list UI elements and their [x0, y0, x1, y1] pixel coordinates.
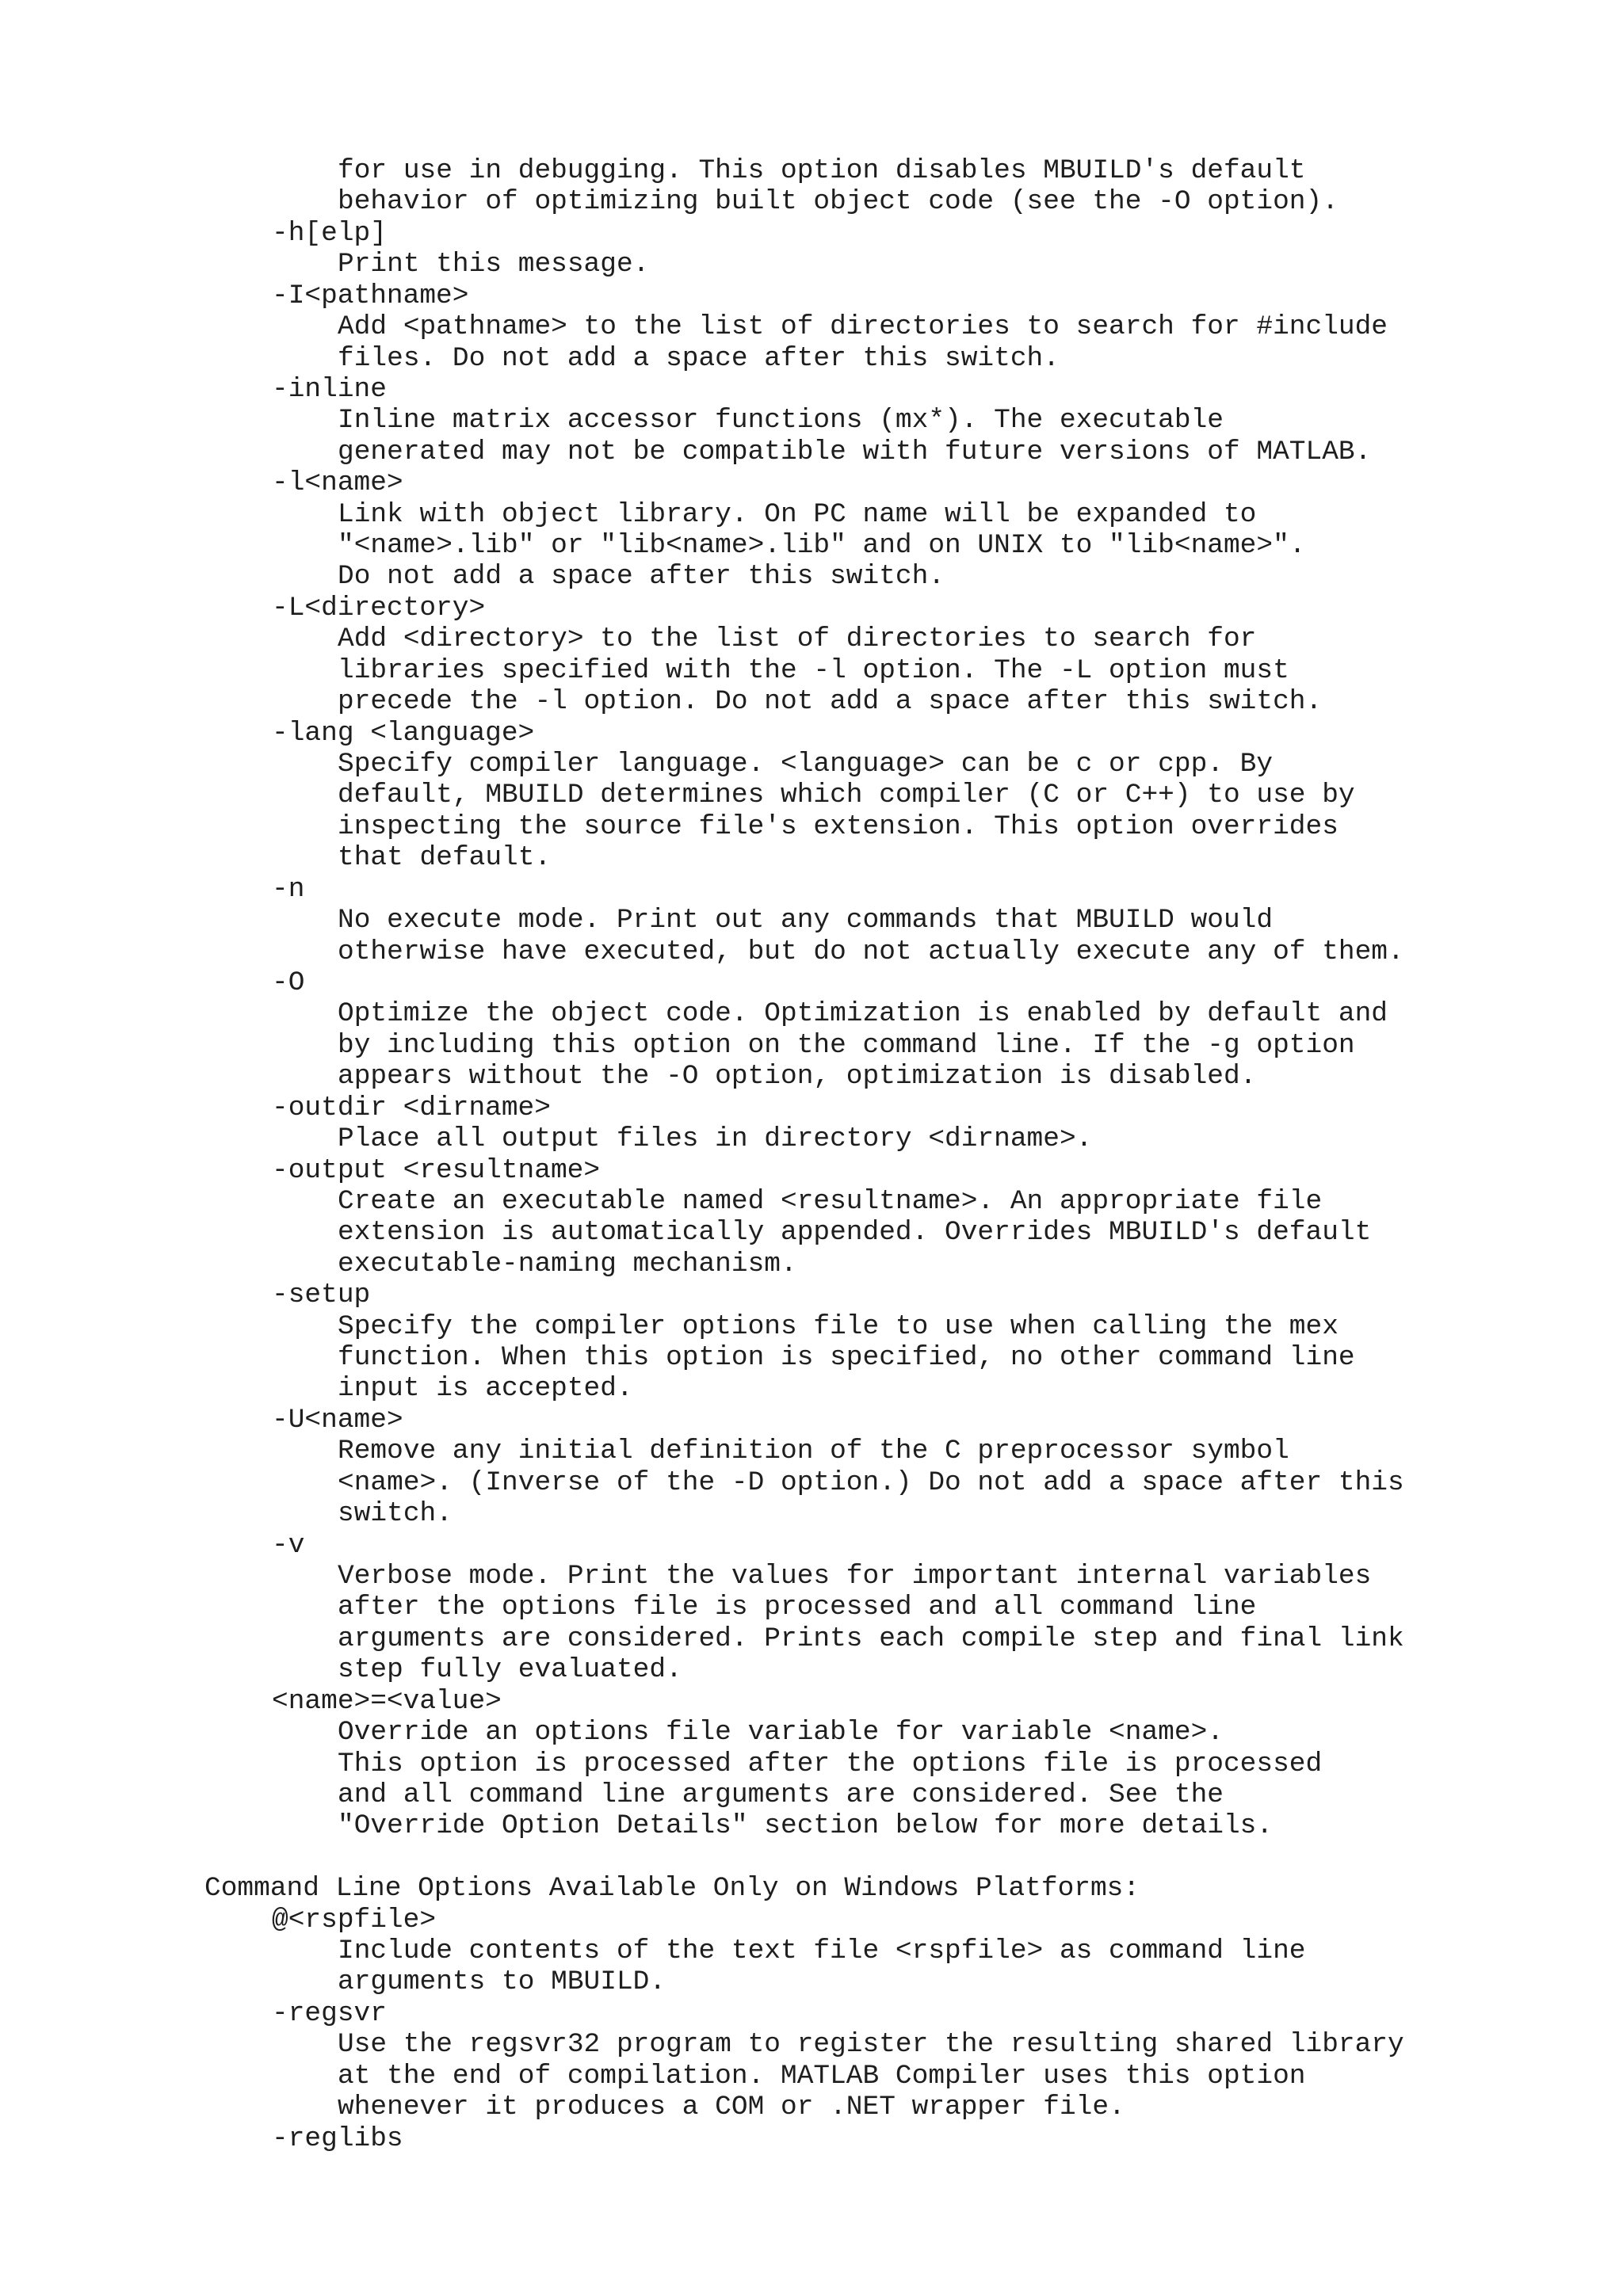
option-description-line: executable-naming mechanism.: [338, 1248, 797, 1280]
option-name: -setup: [272, 1280, 371, 1311]
option-description-line: Verbose mode. Print the values for important internal variables: [338, 1560, 1372, 1592]
option-description-line: and all command line arguments are considered. See the: [338, 1779, 1224, 1810]
option-description-line: inspecting the source file's extension. This option overrides: [338, 810, 1338, 842]
option-name: -U<name>: [272, 1404, 403, 1436]
option-name: -outdir <dirname>: [272, 1092, 551, 1123]
option-description-line: function. When this option is specified, no other command line: [338, 1342, 1355, 1374]
option-name: @<rspfile>: [272, 1904, 437, 1936]
option-name: -regsvr: [272, 1997, 387, 2029]
option-description-line: "<name>.lib" or "lib<name>.lib" and on UNIX to "lib<name>".: [338, 530, 1306, 562]
option-description-line: Add <directory> to the list of directories to search for: [338, 624, 1257, 655]
option-description-line: that default.: [338, 842, 552, 874]
option-description-line: arguments to MBUILD.: [338, 1966, 666, 1998]
option-name: -l<name>: [272, 467, 403, 499]
option-description-line: otherwise have executed, but do not actually execute any of them.: [338, 936, 1404, 967]
help-text-document: [0, 155, 1623, 2154]
option-description-line: files. Do not add a space after this switch.: [338, 342, 1060, 374]
option-description-line: Link with object library. On PC name will be expanded to: [338, 498, 1257, 530]
option-description-line: Optimize the object code. Optimization is enabled by default and: [338, 998, 1388, 1030]
option-description-line: appears without the -O option, optimization is disabled.: [338, 1061, 1257, 1093]
option-description-line: step fully evaluated.: [338, 1654, 682, 1686]
option-name: -L<directory>: [272, 592, 486, 624]
option-name: -n: [272, 873, 305, 905]
option-description-line: Do not add a space after this switch.: [338, 561, 945, 593]
option-description-line: Specify the compiler options file to use when calling the mex: [338, 1310, 1338, 1342]
option-description-line: extension is automatically appended. Overrides MBUILD's default: [338, 1217, 1372, 1249]
option-name: -output <resultname>: [272, 1154, 601, 1186]
option-description-line: No execute mode. Print out any commands that MBUILD would: [338, 905, 1274, 936]
option-description-line: switch.: [338, 1498, 453, 1530]
option-name: -I<pathname>: [272, 280, 469, 311]
option-description-line: Specify compiler language. <language> can be c or cpp. By: [338, 749, 1274, 780]
option-description-line: Create an executable named <resultname>. An appropriate file: [338, 1185, 1323, 1217]
option-description-line: for use in debugging. This option disables MBUILD's default: [338, 155, 1306, 186]
option-description-line: default, MBUILD determines which compiler (C or C++) to use by: [338, 780, 1355, 811]
option-description-line: Include contents of the text file <rspfile> as command line: [338, 1936, 1306, 1967]
option-description-line: arguments are considered. Prints each compile step and final link: [338, 1623, 1404, 1654]
option-description-line: "Override Option Details" section below for more details.: [338, 1810, 1274, 1842]
option-description-line: Override an options file variable for variable <name>.: [338, 1717, 1224, 1749]
option-description-line: Remove any initial definition of the C preprocessor symbol: [338, 1436, 1289, 1467]
blank-line: [0, 1842, 1623, 1873]
section-heading: Command Line Options Available Only on Windows Platforms:: [204, 1873, 1140, 1905]
option-name: <name>=<value>: [272, 1685, 502, 1717]
option-description-line: This option is processed after the options file is processed: [338, 1748, 1323, 1779]
option-description-line: behavior of optimizing built object code (see the -O option).: [338, 186, 1338, 218]
option-name: -lang <language>: [272, 717, 535, 749]
option-description-line: precede the -l option. Do not add a space after this switch.: [338, 686, 1323, 718]
option-description-line: Inline matrix accessor functions (mx*). The executable: [338, 405, 1224, 437]
option-name: -inline: [272, 373, 387, 405]
option-description-line: libraries specified with the -l option. The -L option must: [338, 654, 1289, 686]
option-description-line: whenever it produces a COM or .NET wrapper file.: [338, 2092, 1125, 2123]
option-description-line: Place all output files in directory <dirname>.: [338, 1123, 1093, 1155]
option-description-line: after the options file is processed and all command line: [338, 1592, 1257, 1623]
option-description-line: Add <pathname> to the list of directories to search for #include: [338, 311, 1388, 343]
option-name: -reglibs: [272, 2122, 403, 2154]
option-name: -O: [272, 967, 305, 998]
option-name: -h[elp]: [272, 217, 387, 249]
option-name: -v: [272, 1529, 305, 1561]
option-description-line: Use the regsvr32 program to register the resulting shared library: [338, 2029, 1404, 2061]
option-description-line: by including this option on the command line. If the -g option: [338, 1029, 1355, 1061]
option-description-line: generated may not be compatible with future versions of MATLAB.: [338, 436, 1372, 467]
option-description-line: Print this message.: [338, 249, 650, 280]
option-description-line: <name>. (Inverse of the -D option.) Do not add a space after this: [338, 1466, 1404, 1498]
option-description-line: at the end of compilation. MATLAB Compiler uses this option: [338, 2060, 1306, 2092]
option-description-line: input is accepted.: [338, 1373, 633, 1405]
